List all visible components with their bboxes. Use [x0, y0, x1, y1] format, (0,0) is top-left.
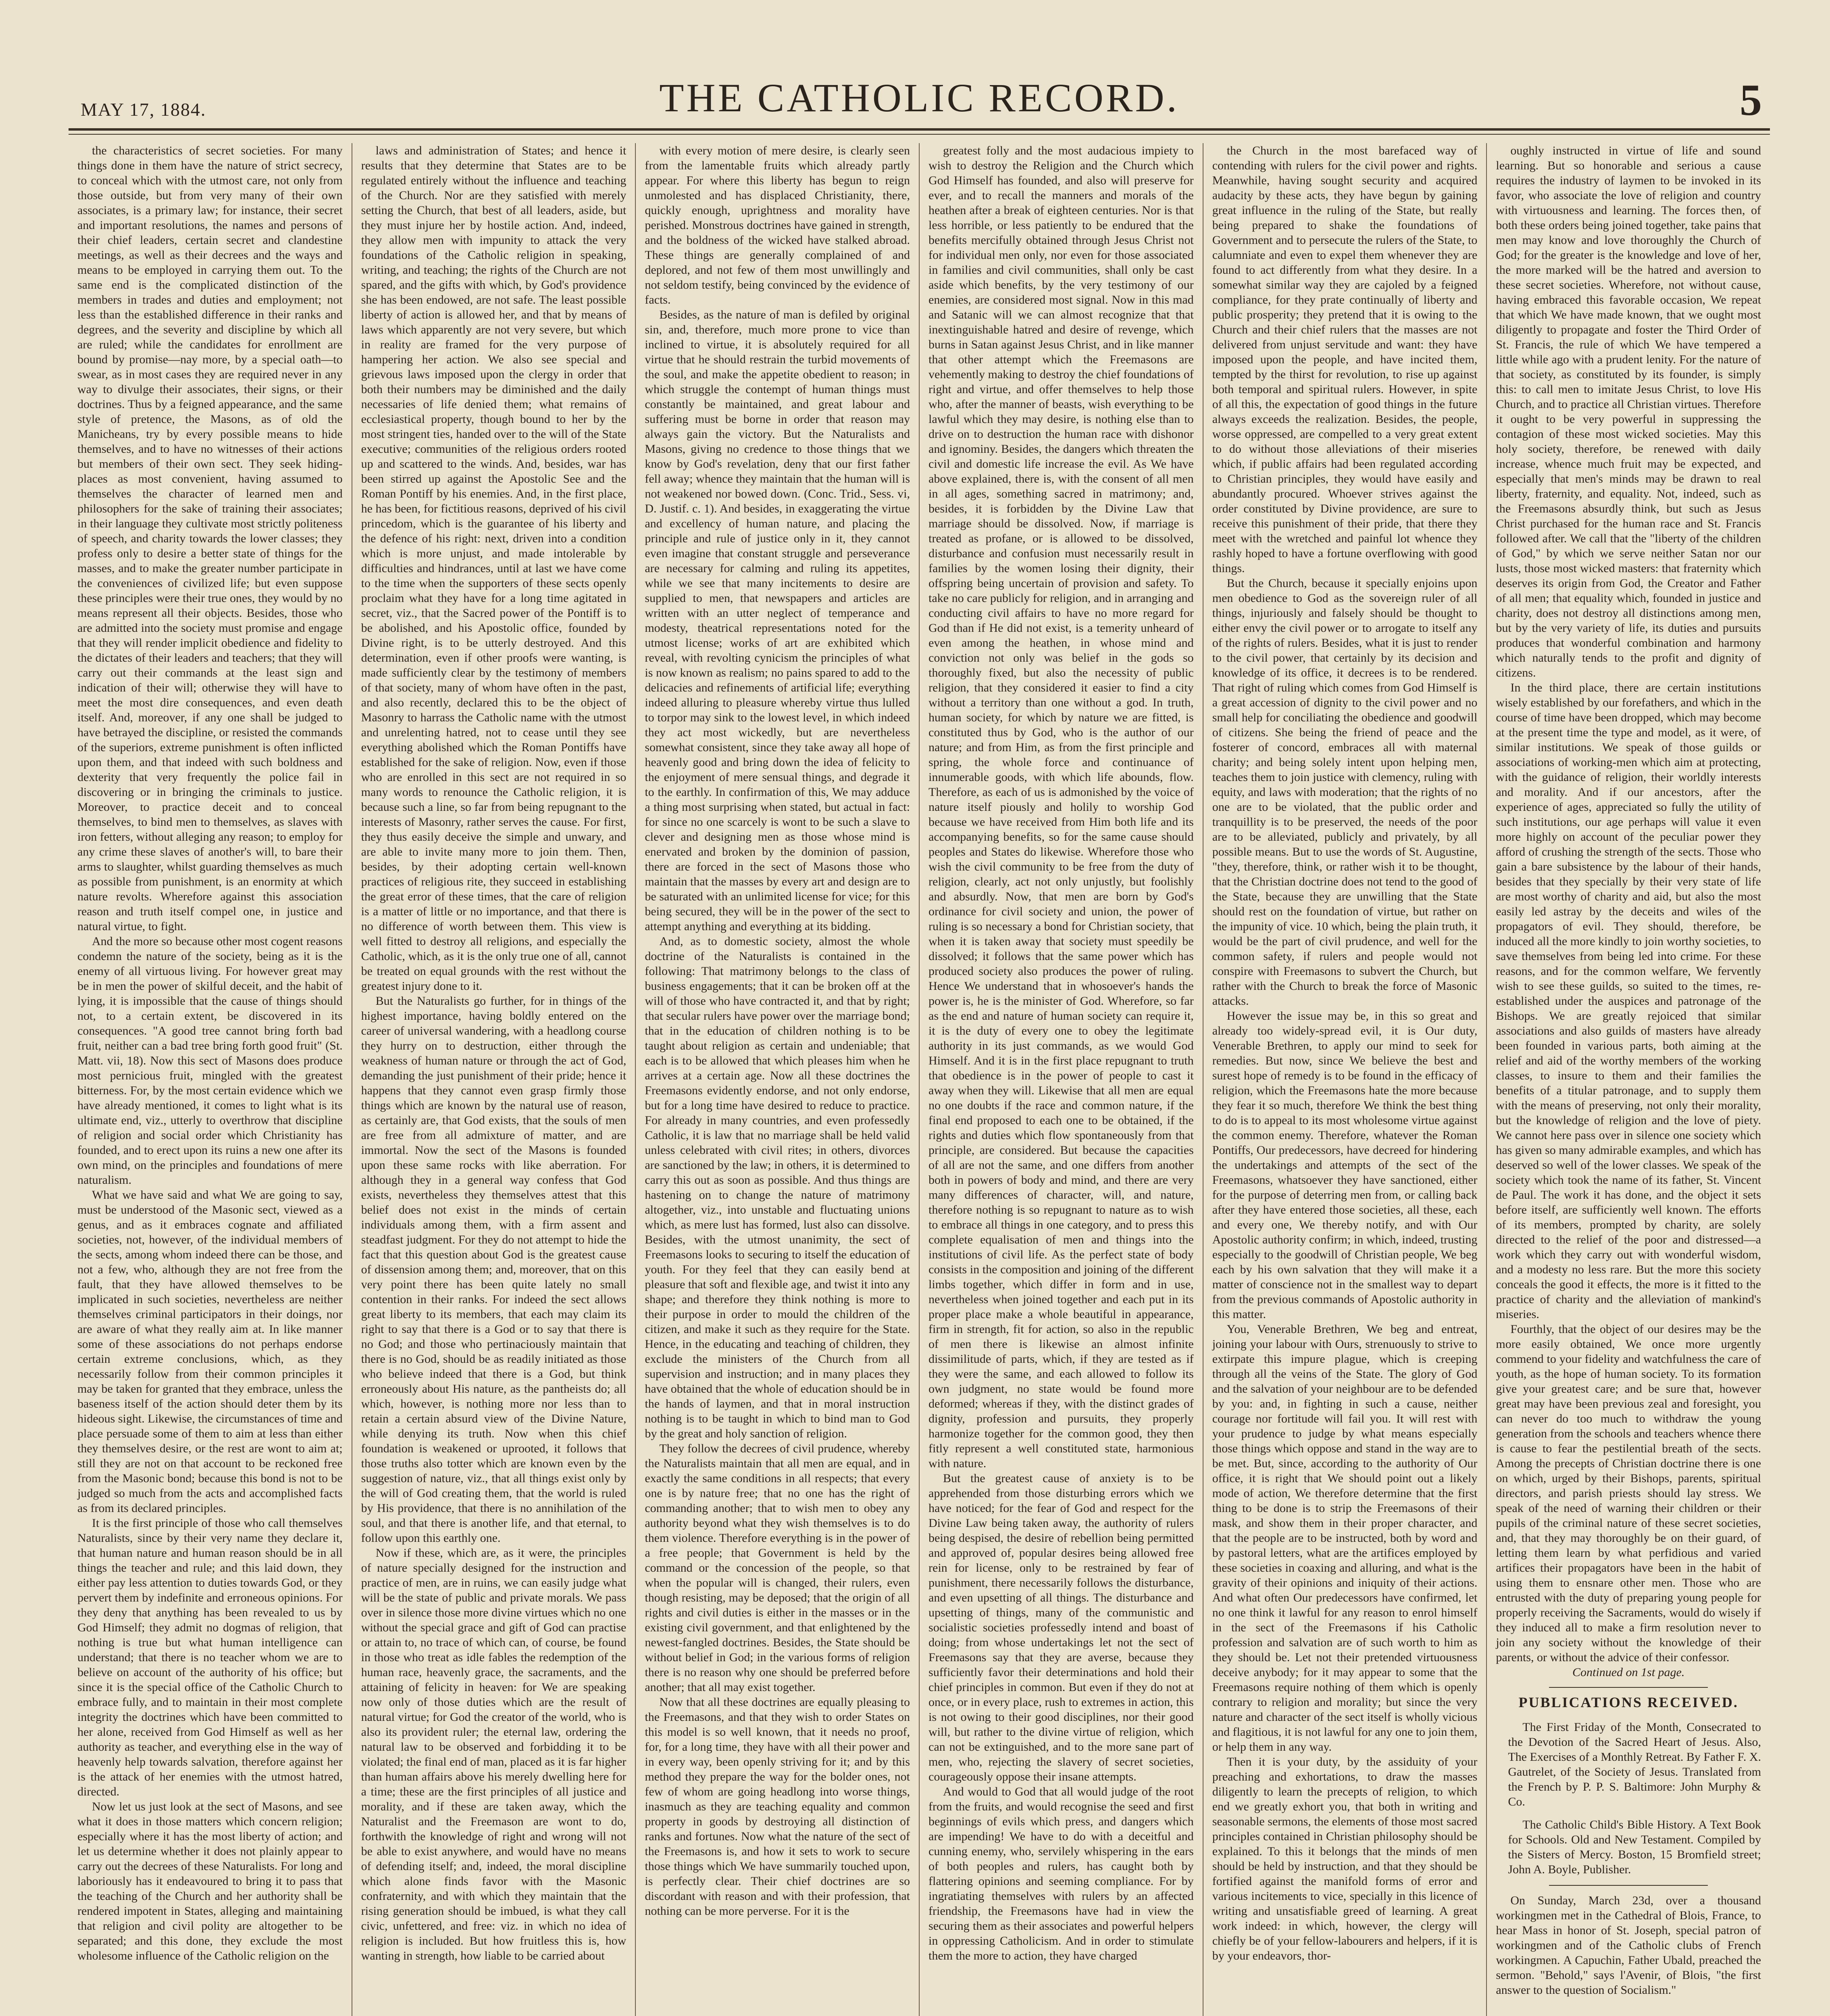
paragraph: And would to God that all would judge of the root from the fruits, and would recognise the seed and first beginnings of evils which press, and dangers which are impending! We have to do with a deceitful and cunning enemy, who, servilely whispering in the ears of both peoples and rulers, has caught both by flattering opinions and seeming compliance. For by ingratiating themselves with rulers by an affected friendship, the Freemasons have had in view the securing them as their associates and powerful helpers in oppressing Catholicism. And in order to stimulate them the more to action, they have charged	[929, 1785, 1194, 1962]
paragraph: In the third place, there are certain institutions wisely established by our forefathers, and which in the course of time have been dropped, which may become at the present time the type and model, as it were, of similar institutions. We speak of those guilds or associations of working-men which aim at protecting, with the guidance of religion, their worldly interests and morality. And if our ancestors, after the experience of ages, appreciated so fully the utility of such institutions, our age perhaps will value it even more highly on account of the peculiar power they afford of crushing the strength of the sects. Those who gain a bare subsistence by the labour of their hands, besides that they specially by their very state of life are most worthy of charity and aid, but also the most easily led astray by the deceits and wiles of the propagators of evil. They should, therefore, be induced all the more kindly to join worthy societies, to save themselves from being led into crime. For these reasons, and for the common welfare, We fervently wish to see these guilds, so suited to the times, re-established under the auspices and patronage of the Bishops. We are greatly rejoiced that similar associations and also guilds of masters have already been founded in various parts, both aiming at the relief and aid of the worthy members of the working classes, to insure to them and their families the benefits of a titular patronage, and to supply them with the means of preserving, not only their morality, but the knowledge of religion and the love of piety. We cannot here pass over in silence one society which has given so many admirable examples, and which has deserved so well of the lower classes. We speak of the society which took the name of its father, St. Vincent de Paul. The work it has done, and the object it sets before itself, are sufficiently well known. The efforts of its members, prompted by charity, are solely directed to the relief of the poor and distressed—a work which they carry out with wonderful wisdom, and a modesty no less rare. But the more this society conceals the good it effects, the more is it fitted to the practice of charity and the alleviation of mankind's miseries.	[1496, 681, 1761, 1321]
paragraph: Then it is your duty, by the assiduity of your preaching and exhortations, to draw the masses diligently to learn the precepts of religion, to which end we greatly exhort you, that both in writing and seasonable sermons, the elements of those most sacred principles contained in Christian philosophy should be explained. To this it belongs that the minds of men should be held by instruction, and that they should be fortified against the manifold forms of error and various incitements to vice, specially in this licence of writing and unsatisfiable greed of learning. A great work indeed: in which, however, the clergy will chiefly be of your fellow-labourers and helpers, if it is by your endeavors, thor-	[1212, 1755, 1478, 1962]
article-columns	[69, 143, 1770, 2016]
column-4	[920, 143, 1203, 2016]
news-item: On Sunday, March 23d, over a thousand workingmen met in the Cathedral of Blois, France, to hear Mass in honor of St. Joseph, special patron of workingmen and of the Catholic clubs of French workingmen. A Capuchin, Father Ubald, preached the sermon. "Behold," says l'Avenir, of Blois, "the first answer to the question of Socialism."	[1496, 1894, 1761, 1997]
masthead	[69, 71, 1770, 127]
paragraph: However the issue may be, in this so great and already too widely-spread evil, it is Our duty, Venerable Brethren, to apply our mind to seek for remedies. But now, since We believe the best and surest hope of remedy is to be found in the efficacy of religion, which the Freemasons hate the more because they fear it so much, therefore We think the best thing to do is to appeal to its most wholesome virtue against the common enemy. Therefore, whatever the Roman Pontiffs, Our predecessors, have decreed for hindering the undertakings and attempts of the sect of the Freemasons, whatsoever they have sanctioned, either for the purpose of deterring men from, or calling back after they have entered those societies, all these, each and every one, We thereby notify, and with Our Apostolic authority confirm; in which, indeed, trusting especially to the goodwill of Christian people, We beg each by his own salvation that they will make it a matter of conscience not in the smallest way to depart from the previous commands of Apostolic authority in this matter.	[1212, 1009, 1478, 1321]
section-divider	[1549, 1687, 1708, 1688]
paragraph: And, as to domestic society, almost the whole doctrine of the Naturalists is contained in the following: That matrimony belongs to the class of business engagements; that it can be broken off at the will of those who have contracted it, and that by right; that secular rulers have power over the marriage bond; that in the education of children nothing is to be taught about religion as certain and undeniable; that each is to be allowed that which pleases him when he arrives at a certain age. Now all these doctrines the Freemasons evidently endorse, and not only endorse, but for a long time have desired to reduce to practice. For already in many countries, and even professedly Catholic, it is law that no marriage shall be held valid unless celebrated with civil rites; in others, divorces are sanctioned by the law; in others, it is determined to carry this out as soon as possible. And thus things are hastening on to change the nature of matrimony altogether, viz., into unstable and fluctuating unions which, as mere lust has formed, lust also can dissolve. Besides, with the utmost unanimity, the sect of Freemasons looks to securing to itself the education of youth. For they feel that they can easily bend at pleasure that soft and flexible age, and twist it into any shape; and therefore they think nothing is more to their purpose in order to mould the children of the citizen, and make it such as they require for the State. Hence, in the educating and teaching of children, they exclude the ministers of the Church from all supervision and instruction; and in many places they have obtained that the whole of education should be in the hands of laymen, and that in moral instruction nothing is to be taught in which to bind man to God by the great and holy sanction of religion.	[645, 935, 910, 1440]
masthead-rule	[69, 128, 1770, 131]
paragraph: They follow the decrees of civil prudence, whereby the Naturalists maintain that all men are equal, and in exactly the same conditions in all respects; that every one is by nature free; that no one has the right of commanding another; that to wish men to obey any authority beyond what they wish themselves is to do them violence. Therefore everything is in the power of a free people; that Government is held by the command or the concession of the people, so that when the popular will is changed, their rulers, even though resisting, may be deposed; that the origin of all rights and civil duties is either in the masses or in the existing civil government, and that enlightened by the newest-fangled doctrines. Besides, the State should be without belief in God; in the various forms of religion there is no reason why one should be preferred before another; that all may exist together.	[645, 1442, 910, 1694]
publications-heading: PUBLICATIONS RECEIVED.	[1518, 1694, 1738, 1710]
continued-notice: Continued on 1st page.	[1572, 1666, 1685, 1679]
page-number: 5	[1740, 75, 1762, 125]
paragraph: Now let us just look at the sect of Masons, and see what it does in those matters which concern religion; especially where it has the most liberty of action; and let us determine whether it does not plainly appear to carry out the decrees of these Naturalists. For long and laboriously has it endeavoured to bring it to pass that the teaching of the Church and her authority shall be rendered impotent in States, alleging and maintaining that religion and civil polity are altogether to be separated; and this done, they exclude the most wholesome influence of the Catholic religion on the	[77, 1800, 343, 1962]
paragraph: What we have said and what We are going to say, must be understood of the Masonic sect, viewed as a genus, and as it embraces cognate and affiliated societies, not, however, of the individual members of the sects, among whom indeed there can be those, and not a few, who, although they are not free from the fault, that they have allowed themselves to be implicated in such societies, nevertheless are neither themselves criminal participators in their doings, nor are aware of what they really aim at. In like manner some of these associations do not perhaps endorse certain extreme conclusions, which, as they necessarily follow from their common principles it may be taken for granted that they embrace, unless the baseness itself of the action should deter them by its hideous sight. Likewise, the circumstances of time and place persuade some of them to aim at less than either they themselves desire, or the rest are wont to aim at; still they are not on that account to be reckoned free from the Masonic bond; because this bond is not to be judged so much from the acts and accomplished facts as from its declared principles.	[77, 1188, 343, 1515]
paragraph: You, Venerable Brethren, We beg and entreat, joining your labour with Ours, strenuously to strive to extirpate this impure plague, which is creeping through all the veins of the State. The glory of God and the salvation of your neighbour are to be defended by you: and, in fighting in such a cause, neither courage nor fortitude will fail you. It will rest with your prudence to judge by what means especially those things which oppose and stand in the way are to be met. But, since, according to the authority of Our office, it is right that We should point out a likely mode of action, We therefore determine that the first thing to be done is to strip the Freemasons of their mask, and show them in their proper character, and that the people are to be instructed, both by word and by pastoral letters, what are the artifices employed by these societies in coaxing and alluring, and what is the gravity of their opinions and iniquity of their actions. And what often Our predecessors have confirmed, let no one think it lawful for any reason to enrol himself in the sect of the Freemasons if his Catholic profession and salvation are of such worth to him as they should be. Let not their pretended virtuousness deceive anybody; for it may appear to some that the Freemasons require nothing of them which is openly contrary to religion and morality; but since the very nature and character of the sect itself is wholly vicious and flagitious, it is not lawful for any one to join them, or help them in any way.	[1212, 1322, 1478, 1754]
paragraph: Fourthly, that the object of our desires may be the more easily obtained, We once more urgently commend to your fidelity and watchfulness the care of youth, as the hope of human society. To its formation give your greatest care; and be sure that, however great may have been previous zeal and foresight, you can never do too much to withdraw the young generation from the schools and teachers whence there is cause to fear the pestilential breath of the sects. Among the precepts of Christian doctrine there is one on which, urged by their Bishops, parents, spiritual directors, and parish priests should lay stress. We speak of the need of warning their children or their pupils of the criminal nature of these secret societies, and, that they may thoroughly be on their guard, of letting them learn by what perfidious and varied artifices their propagators have been in the habit of using them to ensnare other men. Those who are entrusted with the duty of preparing young people for properly receiving the Sacraments, would do wisely if they induced all to make a firm resolution never to join any society without the knowledge of their parents, or without the advice of their confessor.	[1496, 1322, 1761, 1664]
publication-item: The First Friday of the Month, Consecrated to the Devotion of the Sacred Heart of Jesus. Also, The Exercises of a Monthly Retreat. By Father F. X. Gautrelet, of the Society of Jesus. Translated from the French by P. P. S. Baltimore: John Murphy & Co.	[1508, 1720, 1761, 1808]
paragraph: It is the first principle of those who call themselves Naturalists, since by their very name they declare it, that human nature and human reason should be in all things the teacher and rule; and this laid down, they either pay less attention to duties towards God, or they pervert them by indefinite and erroneous opinions. For they deny that anything has been revealed to us by God Himself; they admit no dogmas of religion, that nothing is true but what human intelligence can understand; that there is no teacher whom we are to believe on account of the authority of his office; but since it is the special office of the Catholic Church to embrace fully, and to maintain in their most complete integrity the doctrines which have been committed to her alone, received from God Himself as well as her authority as teacher, and everything else in the way of heavenly help towards salvation, therefore against her is the attack of her enemies with the utmost hatred, directed.	[77, 1516, 343, 1798]
paragraph: oughly instructed in virtue of life and sound learning. But so honorable and serious a cause requires the industry of laymen to be invoked in its favor, who associate the love of religion and country with virtuousness and learning. The forces then, of both these orders being joined together, take pains that men may know and love thoroughly the Church of God; for the greater is the knowledge and love of her, the more marked will be the hatred and aversion to these secret societies. Wherefore, not without cause, having embraced this favorable occasion, We repeat that which We have made known, that we ought most diligently to propagate and foster the Third Order of St. Francis, the rule of which We have tempered a little while ago with a prudent lenity. For the nature of that society, as constituted by its founder, is simply this: to call men to imitate Jesus Christ, to love His Church, and to practice all Christian virtues. Therefore it ought to be very powerful in suppressing the contagion of these most wicked societies. May this holy society, therefore, be renewed with daily increase, whence much fruit may be expected, and especially that men's minds may be drawn to real liberty, fraternity, and equality. Not, indeed, such as the Freemasons absurdly think, but such as Jesus Christ purchased for the human race and St. Francis followed after. We call that the "liberty of the children of God," by which we serve neither Satan nor our lusts, those most wicked masters: that fraternity which deserves its origin from God, the Creator and Father of all men; that equality which, founded in justice and charity, does not destroy all distinctions among men, but by the very variety of life, its duties and pursuits produces that wonderful combination and harmony which naturally tends to the profit and dignity of citizens.	[1496, 144, 1761, 679]
publication-item: The Catholic Child's Bible History. A Text Book for Schools. Old and New Testament. Compiled by the Sisters of Mercy. Boston, 15 Bromfield street; John A. Boyle, Publisher.	[1508, 1818, 1761, 1876]
paragraph: the characteristics of secret societies. For many things done in them have the nature of strict secrecy, to conceal which with the utmost care, not only from those outside, but from very many of their own associates, is a primary law; for instance, their secret and important resolutions, the names and persons of their chief leaders, certain secret and clandestine meetings, as well as their decrees and the ways and means to be employed in carrying them out. To the same end is the complicated distinction of the members in trades and duties and employment; not less than the established difference in their ranks and degrees, and the severity and discipline by which all are ruled; while the candidates for enrollment are bound by promise—nay more, by a special oath—to swear, as in most cases they are required never in any way to divulge their associates, their signs, or their doctrines. Thus by a feigned appearance, and the same style of pretence, the Masons, as of old the Manicheans, try by every possible means to hide themselves, and to have no witnesses of their actions but members of their own sect. They seek hiding-places as most convenient, having assumed to themselves the character of learned men and philosophers for the sake of training their associates; in their language they cultivate most strictly politeness of speech, and charity towards the lower classes; they profess only to desire a better state of things for the masses, and to make the greater number participate in the conveniences of civilized life; but even suppose these principles were their true ones, they would by no means represent all their objects. Besides, those who are admitted into the society must promise and engage that they will render implicit obedience and fidelity to the dictates of their leaders and teachers; that they will carry out their commands at the least sign and indication of their will; otherwise they will have to meet the most dire consequences, and even death itself. And, moreover, if any one shall be judged to have betrayed the discipline, or resisted the commands of the superiors, extreme punishment is often inflicted upon them, and that indeed with such boldness and dexterity that very frequently the police fail in discovering or in bringing the criminals to justice. Moreover, to practice deceit and to conceal themselves, to bind men to themselves, as slaves with iron fetters, without alleging any reason; to employ for any crime these slaves of another's will, to bare their arms to slaughter, whilst guarding themselves as much as possible from punishment, is an enormity at which nature revolts. Wherefore against this association reason and truth itself compel one, in justice and natural virtue, to fight.	[77, 144, 343, 933]
paragraph: Besides, as the nature of man is defiled by original sin, and, therefore, much more prone to vice than inclined to virtue, it is absolutely required for all virtue that he should restrain the turbid movements of the soul, and make the appetite obedient to reason; in which struggle the contempt of human things must constantly be maintained, and great labour and suffering must be borne in order that reason may always gain the victory. But the Naturalists and Masons, giving no credence to those things that we know by God's revelation, deny that our first father fell away; whence they maintain that the human will is not weakened nor bowed down. (Conc. Trid., Sess. vi, D. Justif. c. 1). And besides, in exaggerating the virtue and excellency of human nature, and placing the principle and rule of justice only in it, they cannot even imagine that constant struggle and perseverance are necessary for calming and ruling its appetites, while we see that many incitements to desire are supplied to men, that newspapers and articles are written with an utter neglect of temperance and modesty, theatrical representations noted for the utmost license; works of art are exhibited which reveal, with revolting cynicism the principles of what is now known as realism; no pains spared to add to the delicacies and refinements of artificial life; everything indeed alluring to pleasure whereby virtue thus lulled to torpor may sink to the lowest level, in which indeed they act most wickedly, but are nevertheless somewhat consistent, since they take away all hope of heavenly good and bring down the idea of felicity to the enjoyment of mere sensual things, and degrade it to the earthly. In confirmation of this, We may adduce a thing most surprising when stated, but actual in fact: for since no one scarcely is wont to be such a slave to clever and designing men as those whose mind is enervated and broken by the dominion of passion, there are forced in the sect of Masons those who maintain that the masses by every art and design are to be saturated with an unlimited license for vice; for this being secured, they will be in the power of the sect to attempt anything and everything at its bidding.	[645, 308, 910, 933]
paragraph: greatest folly and the most audacious impiety to wish to destroy the Religion and the Church which God Himself has founded, and also will preserve for ever, and to recall the manners and morals of the heathen after a break of eighteen centuries. Nor is that less horrible, or less patiently to be endured that the benefits mercifully obtained through Jesus Christ not for individual men only, nor even for those associated in families and civil communities, shall only be cast aside which benefits, by the very testimony of our enemies, are considered most signal. Now in this mad and Satanic will we can almost recognize that that inextinguishable hatred and desire of revenge, which burns in Satan against Jesus Christ, and in like manner that other attempt which the Freemasons are vehemently making to destroy the chief foundations of right and virtue, and offer themselves to help those who, after the manner of beasts, wish everything to be lawful which they may desire, is nothing else than to drive on to destruction the human race with dishonor and ignominy. Besides, the dangers which threaten the civil and domestic life increase the evil. As We have above explained, there is, with the consent of all men in all ages, something sacred in matrimony; and, besides, it is forbidden by the Divine Law that marriage should be dissolved. Now, if marriage is treated as profane, or is allowed to be dissolved, disturbance and confusion must necessarily result in families by the women losing their dignity, their offspring being uncertain of provision and safety. To take no care publicly for religion, and in arranging and conducting civil affairs to have no more regard for God than if He did not exist, is a temerity unheard of even among the heathen, in whose mind and conviction not only was belief in the gods so thoroughly fixed, but also the necessity of public religion, that they considered it easier to find a city without a territory than one without a god. In truth, human society, for which by nature we are fitted, is constituted thus by God, who is the author of our nature; and from Him, as from the first principle and spring, the whole force and continuance of innumerable goods, with which life abounds, flow. Therefore, as each of us is admonished by the voice of nature itself piously and holily to worship God because we have received from Him both life and its accompanying benefits, so for the same cause should peoples and States do likewise. Wherefore those who wish the civil community to be free from the duty of religion, clearly, act not only unjustly, but foolishly and absurdly. Now, that men are born by God's ordinance for civil society and union, the power of ruling is so necessary a bond for Christian society, that when it is taken away that society must speedily be dissolved; it follows that the same power which has produced society also produces the power of ruling. Hence We understand that in whosoever's hands the power is, he is the minister of God. Wherefore, so far as the end and nature of human society can require it, it is the duty of every one to obey the legitimate authority in its just commands, as we would God Himself. And it is in the first place repugnant to truth that obedience is in the power of people to cast it away when they will. Likewise that all men are equal no one doubts if the race and common nature, if the final end proposed to each one to be obtained, if the rights and duties which flow spontaneously from that principle, are considered. But because the capacities of all are not the same, and one differs from another both in powers of body and mind, and there are very many differences of character, will, and nature, therefore nothing is so repugnant to nature as to wish to embrace all things in one category, and to press this complete equalisation of men and things into the institutions of civil life. As the perfect state of body consists in the composition and joining of the different limbs together, which differ in form and in use, nevertheless when joined together and each put in its proper place make a whole beautiful in appearance, firm in strength, fit for action, so also in the republic of men there is likewise an almost infinite dissimilitude of parts, which, if they are tested as if they were the same, and each allowed to follow its own judgment, no state would be found more deformed; whereas if they, with the distinct grades of dignity, profession and pursuits, they properly harmonize together for the common good, they then fitly represent a well constituted state, harmonious with nature.	[929, 144, 1194, 1470]
paragraph: Now that all these doctrines are equally pleasing to the Freemasons, and that they wish to order States on this model is so well known, that it needs no proof, for, for a long time, they have with all their power and in every way, been openly striving for it; and by this method they prepare the way for the bolder ones, not few of whom are going headlong into worse things, inasmuch as they are teaching equality and common property in goods by destroying all distinction of ranks and fortunes. Now what the nature of the sect of the Freemasons is, and how it sets to work to secure those things which We have summarily touched upon, is perfectly clear. Their chief doctrines are so discordant with reason and with their profession, that nothing can be more perverse. For it is the	[645, 1695, 910, 1918]
paragraph: with every motion of mere desire, is clearly seen from the lamentable fruits which already partly appear. For where this liberty has begun to reign unmolested and has displaced Christianity, there, quickly enough, uprightness and morality have perished. Monstrous doctrines have gained in strength, and the boldness of the wicked have stalked abroad. These things are generally complained of and deplored, and not few of them most unwillingly and not seldom testify, being convinced by the evidence of facts.	[645, 144, 910, 306]
column-1	[69, 143, 352, 2016]
masthead-rule-thin	[69, 134, 1770, 135]
column-3	[636, 143, 920, 2016]
section-divider	[1549, 1885, 1708, 1886]
column-5	[1203, 143, 1487, 2016]
column-2	[352, 143, 636, 2016]
paragraph: But the Church, because it specially enjoins upon men obedience to God as the sovereign ruler of all things, injuriously and falsely should be thought to either envy the civil power or to arrogate to itself any of the rights of rulers. Besides, what it is just to render to the civil power, that certainly by its decision and knowledge of its office, it decrees is to be rendered. That right of ruling which comes from God Himself is a great accession of dignity to the civil power and no small help for conciliating the obedience and goodwill of citizens. She being the friend of peace and the fosterer of concord, embraces all with maternal charity; and being solely intent upon helping men, teaches them to join justice with clemency, ruling with equity, and laws with moderation; that the rights of no one are to be violated, that the public order and tranquillity is to be preserved, the needs of the poor are to be alleviated, publicly and privately, by all possible means. But to use the words of St. Augustine, "they, therefore, think, or rather wish it to be thought, that the Christian doctrine does not tend to the good of the State, because they are unwilling that the State should rest on the foundation of virtue, but rather on the impunity of vice. 10 which, being the plain truth, it would be the part of civil prudence, and well for the common safety, if rulers and people would not conspire with Freemasons to subvert the Church, but rather with the Church to break the force of Masonic attacks.	[1212, 577, 1478, 1008]
column-6	[1487, 143, 1770, 2016]
paragraph: laws and administration of States; and hence it results that they determine that States are to be regulated entirely without the influence and teaching of the Church. Nor are they satisfied with merely setting the Church, that best of all leaders, aside, but they must injure her by hostile action. And, indeed, they allow men with impunity to attack the very foundations of the Catholic religion in speaking, writing, and teaching; the rights of the Church are not spared, and the gifts with which, by God's providence she has been endowed, are not safe. The least possible liberty of action is allowed her, and that by means of laws which apparently are not very severe, but which in reality are framed for the very purpose of hampering her action. We also see special and grievous laws imposed upon the clergy in order that both their numbers may be diminished and the daily necessaries of life denied them; what remains of ecclesiastical property, though bound to her by the most stringent ties, handed over to the will of the State executive; communities of the religious orders rooted up and scattered to the winds. And, besides, war has been stirred up against the Apostolic See and the Roman Pontiff by his enemies. And, in the first place, he has been, for fictitious reasons, deprived of his civil princedom, which is the guarantee of his liberty and the defence of his right: next, driven into a condition which is more unjust, and made intolerable by difficulties and hindrances, until at last we have come to the time when the supporters of these sects openly proclaim what they have for a long time agitated in secret, viz., that the Sacred power of the Pontiff is to be abolished, and his Apostolic office, founded by Divine right, is to be utterly destroyed. And this determination, even if other proofs were wanting, is made sufficiently clear by the testimony of members of that society, many of whom have often in the past, and also recently, declared this to be the object of Masonry to harrass the Catholic name with the utmost and unrelenting hatred, not to cease until they see everything abolished which the Roman Pontiffs have established for the sake of religion. Now, even if those who are enrolled in this sect are not required in so many words to renounce the Catholic religion, it is because such a line, so far from being repugnant to the interests of Masonry, rather serves the cause. For first, they thus easily deceive the simple and unwary, and are able to invite many more to join them. Then, besides, by their adopting certain well-known practices of religious rite, they succeed in establishing the great error of these times, that the care of religion is a matter of little or no importance, and that there is no difference of worth between them. This view is well fitted to destroy all religions, and especially the Catholic, which, as it is the only true one of all, cannot be treated on equal grounds with the rest without the greatest injury done to it.	[361, 144, 627, 993]
paragraph: the Church in the most barefaced way of contending with rulers for the civil power and rights. Meanwhile, having sought security and acquired audacity by these acts, they have begun by gaining great influence in the ruling of the State, but really being prepared to shake the foundations of Government and to persecute the rulers of the State, to calumniate and even to expel them whenever they are found to act differently from what they desire. In a somewhat similar way they are cajoled by a feigned compliance, for they prate continually of liberty and public prosperity; they pretend that it is owing to the Church and their chief rulers that the masses are not delivered from unjust servitude and want: they have imposed upon the people, and have incited them, tempted by the thirst for revolution, to rise up against both temporal and spiritual rulers. However, in spite of all this, the expectation of good things in the future always exceeds the realization. Besides, the people, worse oppressed, are compelled to a very great extent to do without those alleviations of their miseries which, if public affairs had been regulated according to Christian principles, they would have easily and abundantly procured. Whoever strives against the order constituted by Divine providence, are sure to receive this punishment of their pride, that there they meet with the wretched and painful lot whence they rashly hoped to have a fortune overflowing with good things.	[1212, 144, 1478, 575]
paragraph: Now if these, which are, as it were, the principles of nature specially designed for the instruction and practice of men, are in ruins, we can easily judge what will be the state of public and private morals. We pass over in silence those more divine virtues which no one without the special grace and gift of God can practise or attain to, no trace of which can, of course, be found in those who treat as idle fables the redemption of the human race, heavenly grace, the sacraments, and the attaining of felicity in heaven: for We are speaking now only of those duties which are the result of natural virtue; for God the creator of the world, who is also its provident ruler; the eternal law, ordering the natural law to be observed and forbidding it to be violated; the final end of man, placed as it is far higher than human affairs above his merely dwelling here for a time; these are the first principles of all justice and morality, and if these are taken away, which the Naturalist and the Freemason are wont to do, forthwith the knowledge of right and wrong will not be able to exist anywhere, and would have no means of defending itself; and, indeed, the moral discipline which alone finds favor with the Masonic confraternity, and with which they maintain that the rising generation should be imbued, is what they call civic, unfettered, and free: viz. in which no idea of religion is included. But how fruitless this is, how wanting in strength, how liable to be carried about	[361, 1546, 627, 1962]
issue-date: MAY 17, 1884.	[81, 99, 206, 120]
newspaper-title: THE CATHOLIC RECORD.	[659, 75, 1179, 120]
paragraph: And the more so because other most cogent reasons condemn the nature of the society, being as it is the enemy of all virtuous living. For however great may be in men the power of skilful deceit, and the habit of lying, it is impossible that the cause of things should not, to a certain extent, be discovered in its consequences. "A good tree cannot bring forth bad fruit, neither can a bad tree bring forth good fruit" (St. Matt. vii, 18). Now this sect of Masons does produce most pernicious fruit, mingled with the greatest bitterness. For, by the most certain evidence which we have already mentioned, it comes to light what is its ultimate end, viz., utterly to overthrow that discipline of religion and social order which Christianity has founded, and to erect upon its ruins a new one after its own mind, on the principles and foundations of mere naturalism.	[77, 935, 343, 1187]
paragraph: But the greatest cause of anxiety is to be apprehended from those disturbing errors which we have noticed; for the fear of God and respect for the Divine Law being taken away, the authority of rulers being despised, the desire of rebellion being permitted and approved of, popular desires being allowed free rein for license, only to be restrained by fear of punishment, there necessarily follows the disturbance, and even upsetting of all things. The disturbance and upsetting of things, many of the communistic and socialistic societies professedly intend and boast of doing; from whose undertakings let not the sect of Freemasons say that they are averse, because they sufficiently favor their determinations and hold their chief principles in common. But even if they do not at once, or in every place, rush to extremes in action, this is not owing to their good disciplines, nor their good will, but rather to the divine virtue of religion, which can not be extinguished, and to the more sane part of men, who, rejecting the slavery of secret societies, courageously oppose their insane attempts.	[929, 1472, 1194, 1783]
paragraph: But the Naturalists go further, for in things of the highest importance, having boldly entered on the career of universal wandering, with a headlong course they hurry on to destruction, either through the weakness of human nature or through the act of God, demanding the just punishment of their pride; hence it happens that they cannot even grasp firmly those things which are known by the natural use of reason, as certainly are, that God exists, that the souls of men are free from all admixture of matter, and are immortal. Now the sect of the Masons is founded upon these same rocks with like aberration. For although they in a general way confess that God exists, nevertheless they themselves attest that this belief does not exist in the minds of certain individuals among them, with a firm assent and steadfast judgment. For they do not attempt to hide the fact that this question about God is the greatest cause of dissension among them; and, moreover, that on this very point there has been quite lately no small contention in their ranks. For indeed the sect allows great liberty to its members, that each may claim its right to say that there is a God or to say that there is no God; and those who pertinaciously maintain that there is no God, should be as readily initiated as those who believe indeed that there is a God, but think erroneously about His nature, as the pantheists do; all which, however, is nothing more nor less than to retain a certain absurd view of the Divine Nature, while denying its truth. Now when this chief foundation is weakened or uprooted, it follows that those truths also totter which are known even by the suggestion of nature, viz., that all things exist only by the will of God creating them, that the world is ruled by His providence, that there is no annihilation of the soul, and that there is another life, and that eternal, to follow upon this earthly one.	[361, 994, 627, 1545]
